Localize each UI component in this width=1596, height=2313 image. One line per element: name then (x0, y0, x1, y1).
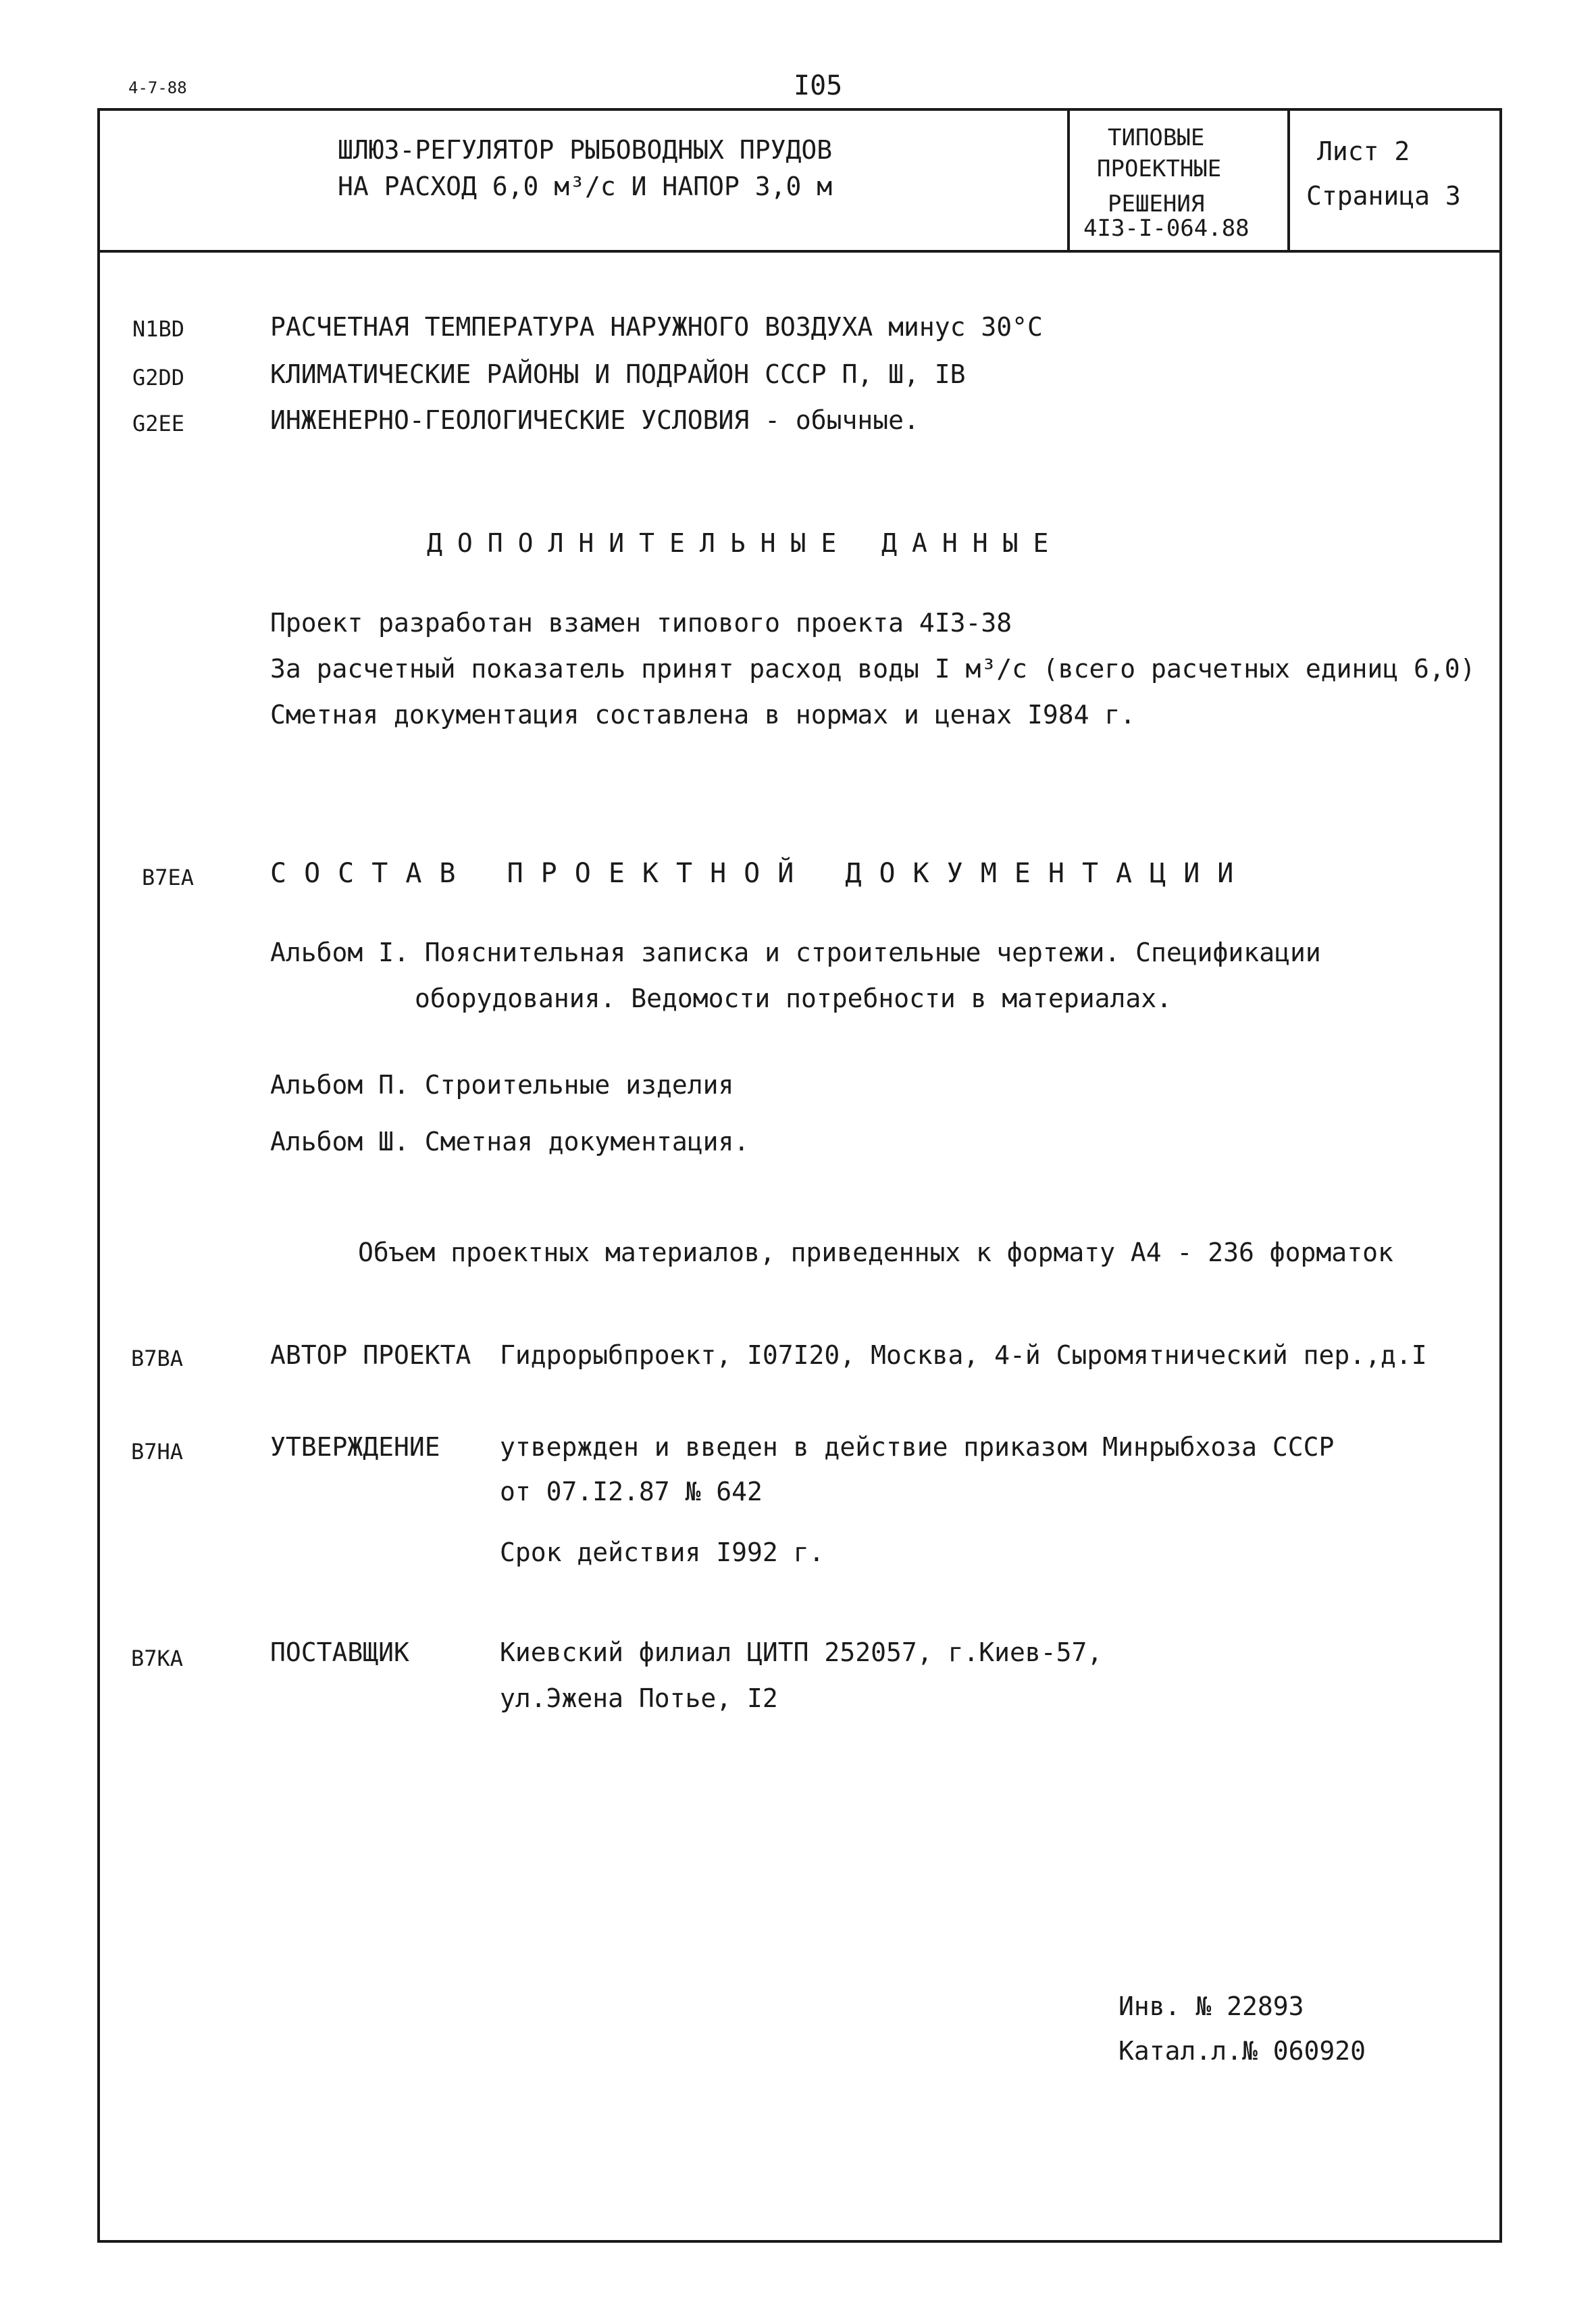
param-code: G2DD (132, 365, 185, 390)
entry-code: B7HA (131, 1439, 184, 1465)
title-line-1: ШЛЮЗ-РЕГУЛЯТОР РЫБОВОДНЫХ ПРУДОВ (338, 135, 833, 165)
series-line-2: ПРОЕКТНЫЕ (1097, 155, 1222, 182)
entry-line: Срок действия I992 г. (500, 1537, 825, 1567)
entry-code: B7BA (131, 1346, 184, 1371)
section-heading: ДОПОЛНИТЕЛЬНЫЕ ДАННЫЕ (427, 528, 1064, 558)
album-1-line-2: оборудования. Ведомости потребности в материалах. (415, 984, 1173, 1013)
series-code: 4I3-I-064.88 (1083, 215, 1250, 242)
album-3: Альбом Ш. Сметная документация. (270, 1127, 750, 1156)
page-label: Страница 3 (1306, 181, 1461, 211)
param-text: РАСЧЕТНАЯ ТЕМПЕРАТУРА НАРУЖНОГО ВОЗДУХА минус 30°С (270, 312, 1043, 342)
entry-line: утвержден и введен в действие приказом Минрыбхоза СССР (500, 1432, 1335, 1462)
section-code: B7EA (142, 865, 195, 890)
catalog-number: Катал.л.№ 060920 (1118, 2036, 1366, 2066)
additional-line: За расчетный показатель принят расход воды I м³/с (всего расчетных единиц 6,0) (270, 654, 1476, 684)
entry-line: от 07.I2.87 № 642 (500, 1477, 763, 1506)
album-1-line-1: Альбом I. Пояснительная записка и строительные чертежи. Спецификации (270, 938, 1321, 967)
volume-line: Объем проектных материалов, приведенных к формату А4 - 236 форматок (358, 1238, 1393, 1267)
additional-line: Проект разработан взамен типового проекта 4I3-38 (270, 608, 1012, 638)
sheet-number: Лист 2 (1317, 136, 1410, 166)
inventory-number: Инв. № 22893 (1118, 1991, 1304, 2021)
title-line-2: НА РАСХОД 6,0 м³/с И НАПОР 3,0 м (338, 172, 833, 201)
param-code: N1BD (132, 316, 185, 342)
section-heading: СОСТАВ ПРОЕКТНОЙ ДОКУМЕНТАЦИИ (270, 858, 1252, 889)
header-divider-right (1287, 108, 1290, 251)
entry-line: Гидрорыбпроект, I07I20, Москва, 4-й Сыромятнический пер.,д.I (500, 1340, 1427, 1370)
entry-code: B7KA (131, 1646, 184, 1671)
album-2: Альбом П. Строительные изделия (270, 1070, 734, 1100)
entry-label: УТВЕРЖДЕНИЕ (270, 1432, 440, 1462)
series-line-3: РЕШЕНИЯ (1108, 190, 1205, 218)
header-divider (97, 250, 1502, 253)
corner-code: 4-7-88 (128, 78, 187, 97)
param-text: ИНЖЕНЕРНО-ГЕОЛОГИЧЕСКИЕ УСЛОВИЯ - обычные. (270, 405, 919, 435)
entry-label: АВТОР ПРОЕКТА (270, 1340, 471, 1370)
entry-line: ул.Эжена Потье, I2 (500, 1683, 778, 1713)
additional-line: Сметная документация составлена в нормах и ценах I984 г. (270, 700, 1136, 730)
entry-line: Киевский филиал ЦИТП 252057, г.Киев-57, (500, 1637, 1103, 1667)
param-code: G2EE (132, 411, 185, 436)
page-number: I05 (794, 70, 843, 101)
param-text: КЛИМАТИЧЕСКИЕ РАЙОНЫ И ПОДРАЙОН СССР П, Ш, IВ (270, 359, 966, 389)
header-divider-left (1067, 108, 1070, 251)
series-line-1: ТИПОВЫЕ (1108, 124, 1205, 151)
entry-label: ПОСТАВЩИК (270, 1637, 409, 1667)
